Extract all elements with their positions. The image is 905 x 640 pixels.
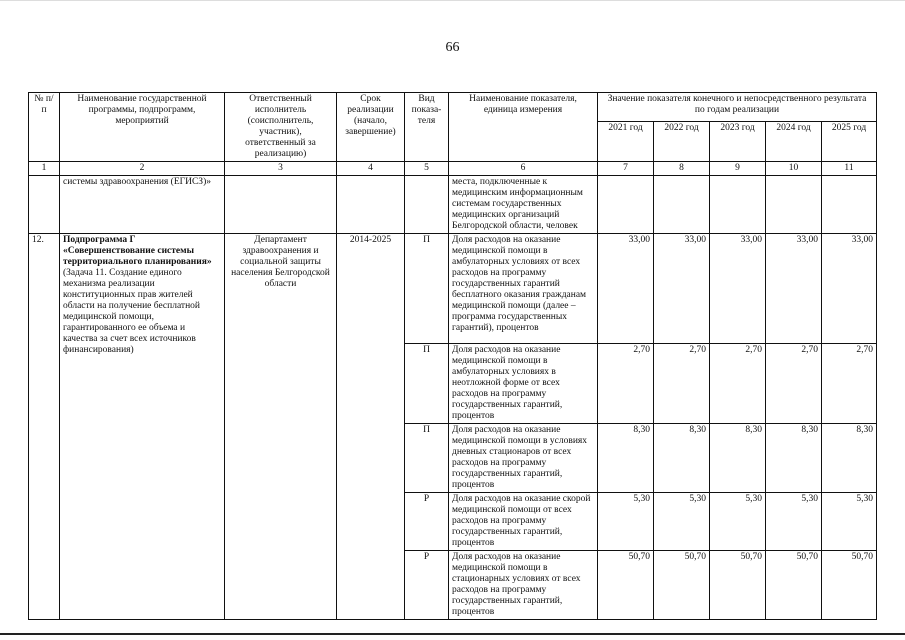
indicator-value: 8,30 — [710, 424, 766, 493]
column-number: 2 — [60, 162, 225, 176]
header-indicator: Наименование показателя, единица измерения — [449, 93, 598, 162]
subprogram-title: Подпрограмма Г «Совершенствование системы территориального планирования» — [63, 235, 212, 267]
header-year: 2022 год — [654, 122, 710, 162]
indicator-value: 5,30 — [710, 493, 766, 551]
column-number: 10 — [766, 162, 822, 176]
header-values-title: Значение показателя конечного и непосредственного результата — [607, 94, 867, 104]
indicator-type: П — [405, 424, 449, 493]
header-year: 2023 год — [710, 122, 766, 162]
header-row — [29, 93, 877, 122]
indicator-value: 33,00 — [822, 234, 877, 344]
subprogram-task: (Задача 11. Создание единого механизма реализации конституционных прав жителей области на получение бесплатной медицинской помощи, гарантированного ее объема и качества за счет всех источников финансирования) — [63, 268, 201, 355]
header-values-subtitle: по годам реализации — [694, 105, 780, 115]
indicator-tail: места, подключенные к медицинским информационным системам государственных медицинских организаций Белгородской области, человек — [449, 176, 598, 234]
indicator-value: 33,00 — [766, 234, 822, 344]
indicators-table — [28, 92, 877, 620]
indicator-value: 50,70 — [710, 551, 766, 620]
header-values-group — [598, 93, 877, 122]
column-number: 7 — [598, 162, 654, 176]
implementation-period: 2014-2025 — [337, 234, 405, 620]
indicator-name: Доля расходов на оказание медицинской помощи в амбулаторных условиях в неотложной форме от всех расходов на программу государственных гарантий, процентов — [449, 344, 598, 424]
cell-empty — [710, 176, 766, 234]
indicator-type: П — [405, 234, 449, 344]
page-number: 66 — [445, 40, 460, 55]
section-title — [60, 234, 225, 620]
table-row — [29, 234, 877, 344]
continuation-row — [29, 176, 877, 234]
responsible-executor: Департамент здравоохранения и социальной защиты населения Белгородской области — [225, 234, 337, 620]
column-number: 4 — [337, 162, 405, 176]
column-number: 11 — [822, 162, 877, 176]
indicator-name: Доля расходов на оказание медицинской помощи в условиях дневных стационаров от всех расходов на программу государственных гарантий, процентов — [449, 424, 598, 493]
cell-empty — [29, 176, 60, 234]
column-number: 1 — [29, 162, 60, 176]
indicator-value: 5,30 — [822, 493, 877, 551]
header-period: Срок реализации (начало, завершение) — [337, 93, 405, 162]
indicator-value: 8,30 — [598, 424, 654, 493]
header-type: Вид показа-теля — [405, 93, 449, 162]
scan-bottom-edge — [0, 633, 905, 635]
column-number: 6 — [449, 162, 598, 176]
indicator-value: 5,30 — [654, 493, 710, 551]
cell-empty — [337, 176, 405, 234]
header-num: № п/п — [29, 93, 60, 162]
indicator-value: 33,00 — [710, 234, 766, 344]
indicator-value: 2,70 — [598, 344, 654, 424]
indicator-value: 2,70 — [654, 344, 710, 424]
indicator-name: Доля расходов на оказание медицинской помощи в стационарных условиях от всех расходов на программу государственных гарантий, процентов — [449, 551, 598, 620]
header-year: 2021 год — [598, 122, 654, 162]
header-year: 2025 год — [822, 122, 877, 162]
column-numbers-row — [29, 162, 877, 176]
column-number: 3 — [225, 162, 337, 176]
indicator-type: Р — [405, 551, 449, 620]
cell-empty — [766, 176, 822, 234]
cell-empty — [822, 176, 877, 234]
indicator-value: 5,30 — [766, 493, 822, 551]
section-number: 12. — [29, 234, 60, 620]
scan-edge — [0, 0, 905, 1]
indicator-value: 2,70 — [766, 344, 822, 424]
indicator-value: 33,00 — [654, 234, 710, 344]
cell-empty — [405, 176, 449, 234]
column-number: 8 — [654, 162, 710, 176]
indicator-value: 5,30 — [598, 493, 654, 551]
cell-empty — [225, 176, 337, 234]
program-tail: системы здравоохранения (ЕГИСЗ)» — [60, 176, 225, 234]
indicator-value: 8,30 — [766, 424, 822, 493]
indicator-value: 50,70 — [822, 551, 877, 620]
indicator-value: 50,70 — [766, 551, 822, 620]
indicator-type: П — [405, 344, 449, 424]
indicator-value: 8,30 — [822, 424, 877, 493]
cell-empty — [598, 176, 654, 234]
indicator-value: 50,70 — [654, 551, 710, 620]
indicator-value: 2,70 — [710, 344, 766, 424]
indicator-type: Р — [405, 493, 449, 551]
header-program: Наименование государственной программы, подпрограмм, мероприятий — [60, 93, 225, 162]
indicator-name: Доля расходов на оказание медицинской помощи в амбулаторных условиях от всех расходов на программу государственных гарантий бесплатного оказания гражданам медицинской помощи (далее – программа государственных гарантий), процентов — [449, 234, 598, 344]
header-responsible: Ответственный исполнитель (соисполнитель, участник), ответственный за реализацию) — [225, 93, 337, 162]
indicator-value: 50,70 — [598, 551, 654, 620]
cell-empty — [654, 176, 710, 234]
indicator-value: 8,30 — [654, 424, 710, 493]
column-number: 5 — [405, 162, 449, 176]
header-year: 2024 год — [766, 122, 822, 162]
indicator-value: 33,00 — [598, 234, 654, 344]
indicator-name: Доля расходов на оказание скорой медицинской помощи от всех расходов на программу государственных гарантий, процентов — [449, 493, 598, 551]
indicator-value: 2,70 — [822, 344, 877, 424]
column-number: 9 — [710, 162, 766, 176]
